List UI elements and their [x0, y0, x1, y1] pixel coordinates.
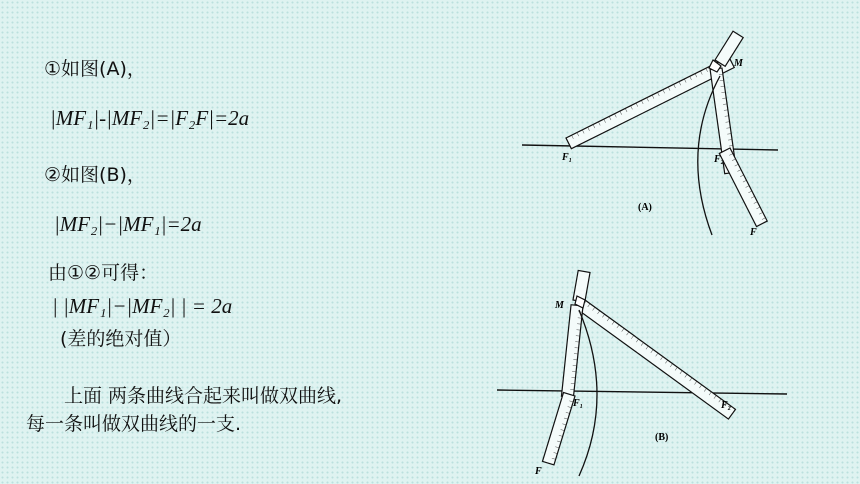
figure-b-ruler-top: [573, 270, 590, 302]
figure-a-label-f: F: [750, 227, 757, 238]
item-1-label: ①如图(A)，: [44, 58, 146, 80]
figure-b-label-f1: F₁: [573, 398, 584, 409]
figure-b-caption: (B): [655, 432, 669, 443]
figure-b: [495, 266, 795, 482]
figure-b-label-f2: F₂: [721, 400, 732, 411]
figure-a-label-m: M: [734, 58, 743, 69]
definition-paragraph: [26, 382, 342, 438]
figure-b-ruler-lower: [542, 392, 575, 464]
conclusion-label: 由①②可得：: [48, 262, 159, 284]
figure-b-hyperbola-branch: [579, 310, 597, 476]
figure-b-ruler-m-f2: [578, 300, 736, 419]
figure-a-axis-line: [522, 145, 778, 150]
figure-b-ruler-m-f: [561, 305, 583, 398]
equation-1: |MF₁|-|MF₂|=|F₂F|=2a: [50, 106, 250, 130]
figure-a-label-f2: F₂: [714, 154, 725, 165]
figure-b-label-m: M: [555, 300, 564, 311]
definition-line-2: 每一条叫做双曲线的一支.: [26, 413, 242, 435]
figure-a-ruler-lower: [719, 148, 767, 227]
figure-b-label-f: F: [535, 466, 542, 477]
definition-line-1: 上面 两条曲线合起来叫做双曲线,: [64, 385, 343, 407]
item-2-label: ②如图(B)，: [44, 164, 146, 186]
figure-a-caption: (A): [638, 202, 652, 213]
absolute-value-note: (差的绝对值）: [60, 328, 182, 350]
figure-b-axis-line: [497, 390, 787, 394]
equation-2: |MF₂|−|MF₁|=2a: [54, 212, 202, 236]
figure-a-label-f1: F₁: [562, 152, 573, 163]
figure-a: [510, 30, 800, 245]
figure-a-ruler-f1-m: [566, 57, 734, 149]
equation-3: | |MF₁|−|MF₂| | = 2a: [52, 294, 233, 318]
